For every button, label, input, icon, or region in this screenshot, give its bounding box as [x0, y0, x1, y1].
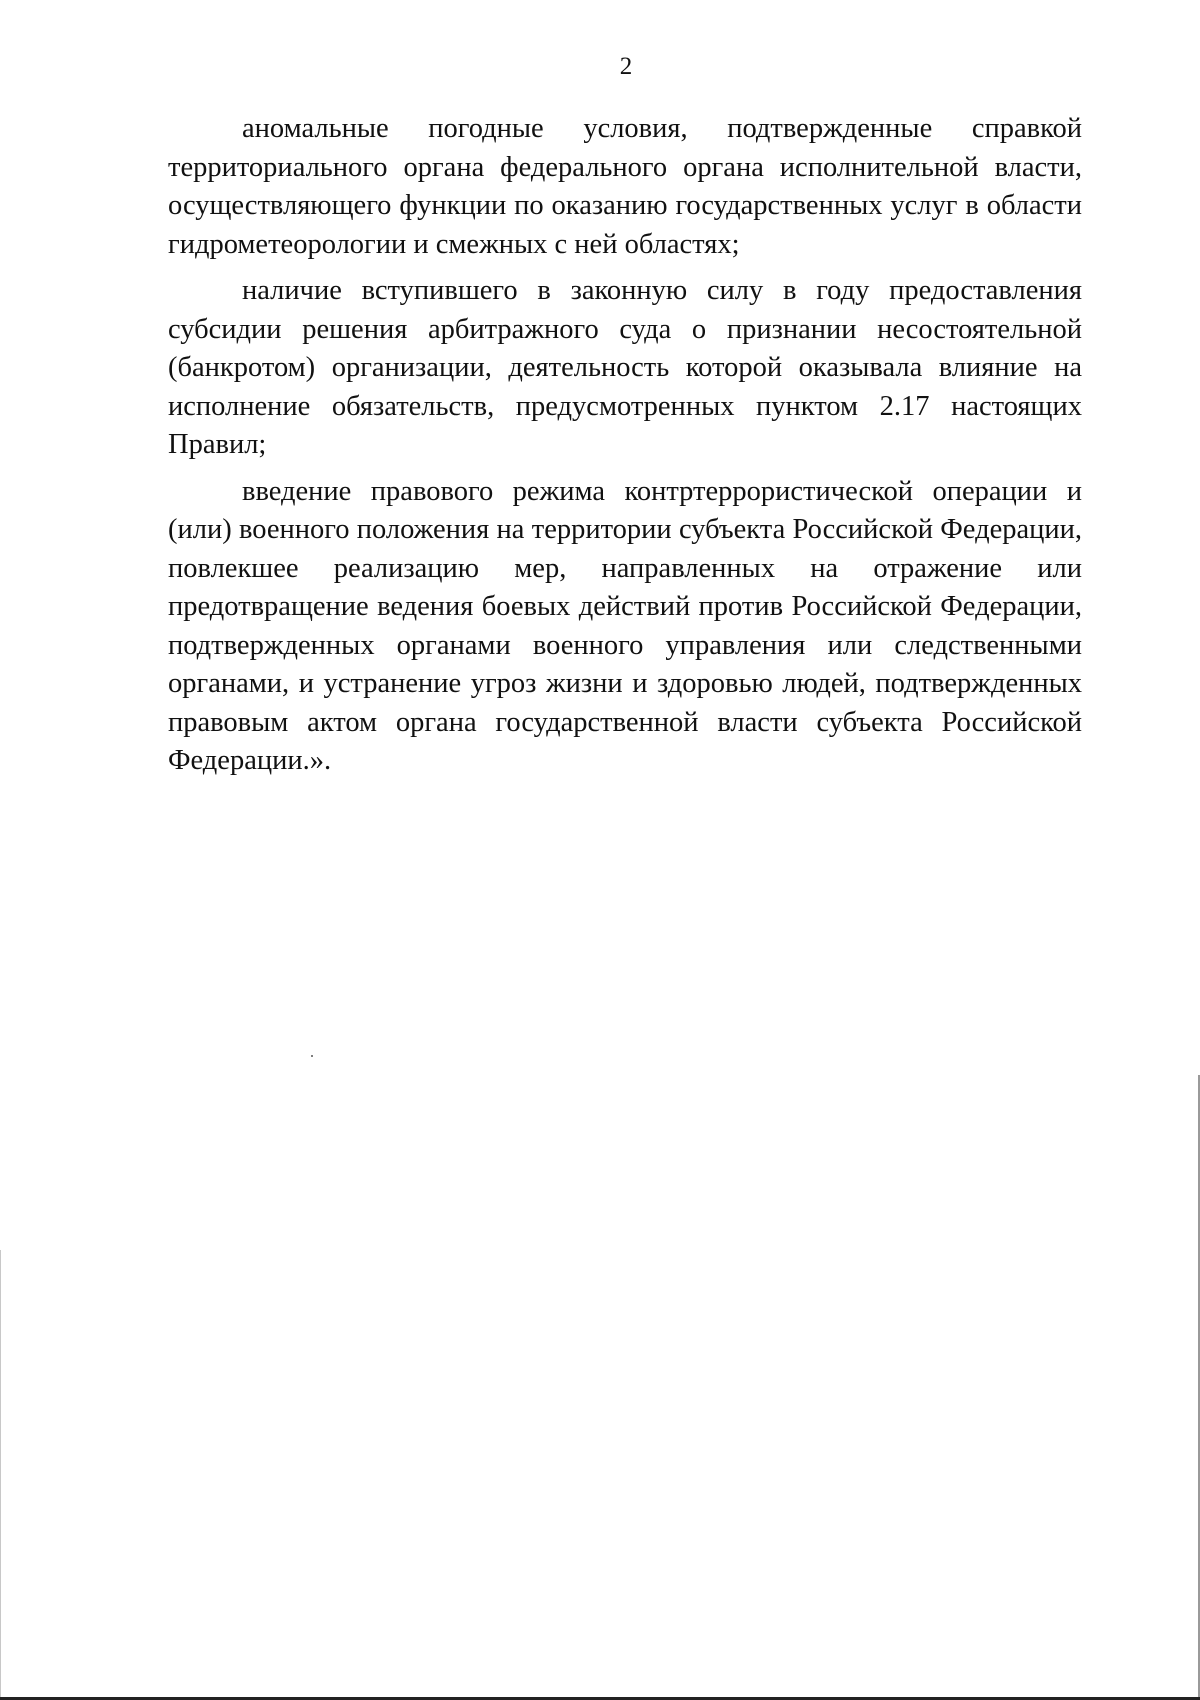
- scan-edge-left: [0, 1250, 1, 1700]
- paragraph-counterterrorism-regime: введение правового режима контртеррористической операции и (или) военного положения на территории субъекта Российской Федерации, повлекшее реализацию мер, направленных на отражение или предотвращение ведения боевых действий против Российской Федерации, подтвержденных органами военного управления или следственными органами, и устранение угроз жизни и здоровью людей, подтвержденных правовым актом органа государственной власти субъекта Российской Федерации.».: [168, 475, 1082, 776]
- paragraph-weather-conditions: аномальные погодные условия, подтвержденные справкой территориального органа федерального органа исполнительной власти, осуществляющего функции по оказанию государственных услуг в области гидрометеорологии и смежных с ней областях;: [168, 113, 1082, 260]
- scan-speck: [311, 1055, 313, 1057]
- document-body: [168, 110, 1082, 781]
- paragraph-bankruptcy-decision: наличие вступившего в законную силу в году предоставления субсидии решения арбитражного суда о признании несостоятельной (банкротом) организации, деятельность которой оказывала влияние на исполнение обязательств, предусмотренных пунктом 2.17 настоящих Правил;: [168, 275, 1082, 460]
- page-number: 2: [619, 53, 633, 80]
